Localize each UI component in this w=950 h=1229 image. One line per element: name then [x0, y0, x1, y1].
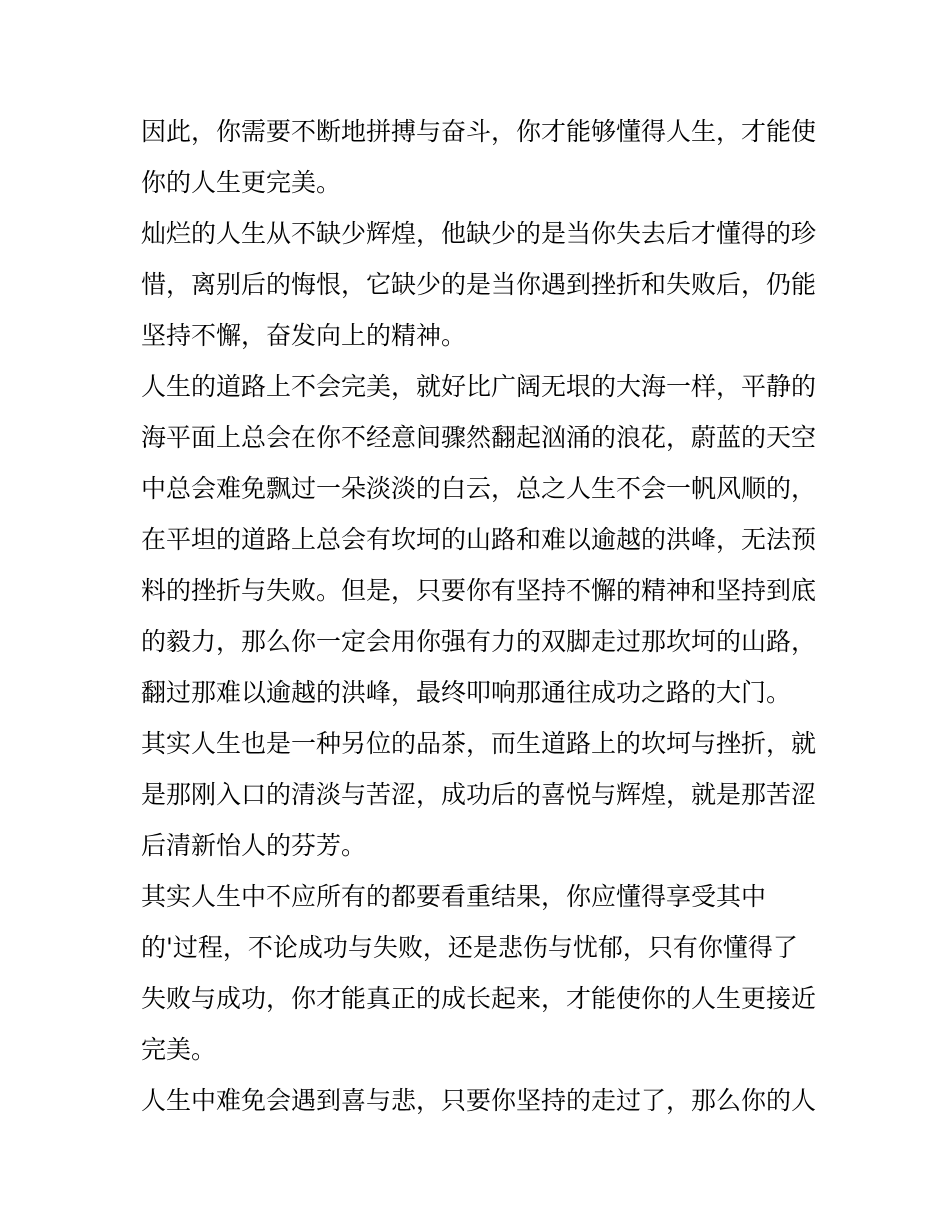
text-line: 翻过那难以逾越的洪峰，最终叩响那通往成功之路的大门。: [141, 678, 792, 707]
text-line: 失败与成功，你才能真正的成长起来，才能使你的人生更接近: [141, 984, 817, 1013]
paragraph: [141, 106, 821, 208]
text-line: 料的挫折与失败。但是，只要你有坚持不懈的精神和坚持到底: [141, 576, 817, 605]
text-line: 海平面上总会在你不经意间骤然翻起汹涌的浪花，蔚蓝的天空: [141, 423, 817, 452]
text-line: 你的人生更完美。: [141, 168, 342, 197]
text-line: 中总会难免飘过一朵淡淡的白云，总之人生不会一帆风顺的，: [141, 474, 817, 503]
text-line: 人生中难免会遇到喜与悲，只要你坚持的走过了，那么你的人: [141, 1086, 817, 1115]
paragraph: [141, 361, 821, 718]
paragraph: [141, 208, 821, 361]
text-line: 的毅力，那么你一定会用你强有力的双脚走过那坎坷的山路，: [141, 627, 817, 656]
text-line: 其实人生中不应所有的都要看重结果，你应懂得享受其中: [141, 882, 767, 911]
text-line: 灿烂的人生从不缺少辉煌，他缺少的是当你失去后才懂得的珍: [141, 219, 817, 248]
text-line: 因此，你需要不断地拼搏与奋斗，你才能够懂得人生，才能使: [141, 117, 817, 146]
text-line: 人生的道路上不会完美，就好比广阔无垠的大海一样，平静的: [141, 372, 817, 401]
text-line: 惜，离别后的悔恨，它缺少的是当你遇到挫折和失败后，仍能: [141, 270, 817, 299]
paragraph: [141, 871, 821, 1075]
text-line: 是那刚入口的清淡与苦涩，成功后的喜悦与辉煌，就是那苦涩: [141, 780, 817, 809]
text-line: 后清新怡人的芬芳。: [141, 831, 367, 860]
text-line: 完美。: [141, 1035, 217, 1064]
text-line: 其实人生也是一种另位的品茶，而生道路上的坎坷与挫折，就: [141, 729, 817, 758]
text-line: 坚持不懈，奋发向上的精神。: [141, 321, 467, 350]
paragraph: [141, 1075, 821, 1126]
paragraph: [141, 718, 821, 871]
document-body: [141, 106, 821, 1126]
text-line: 的'过程，不论成功与失败，还是悲伤与忧郁，只有你懂得了: [141, 933, 798, 962]
text-line: 在平坦的道路上总会有坎坷的山路和难以逾越的洪峰，无法预: [141, 525, 817, 554]
